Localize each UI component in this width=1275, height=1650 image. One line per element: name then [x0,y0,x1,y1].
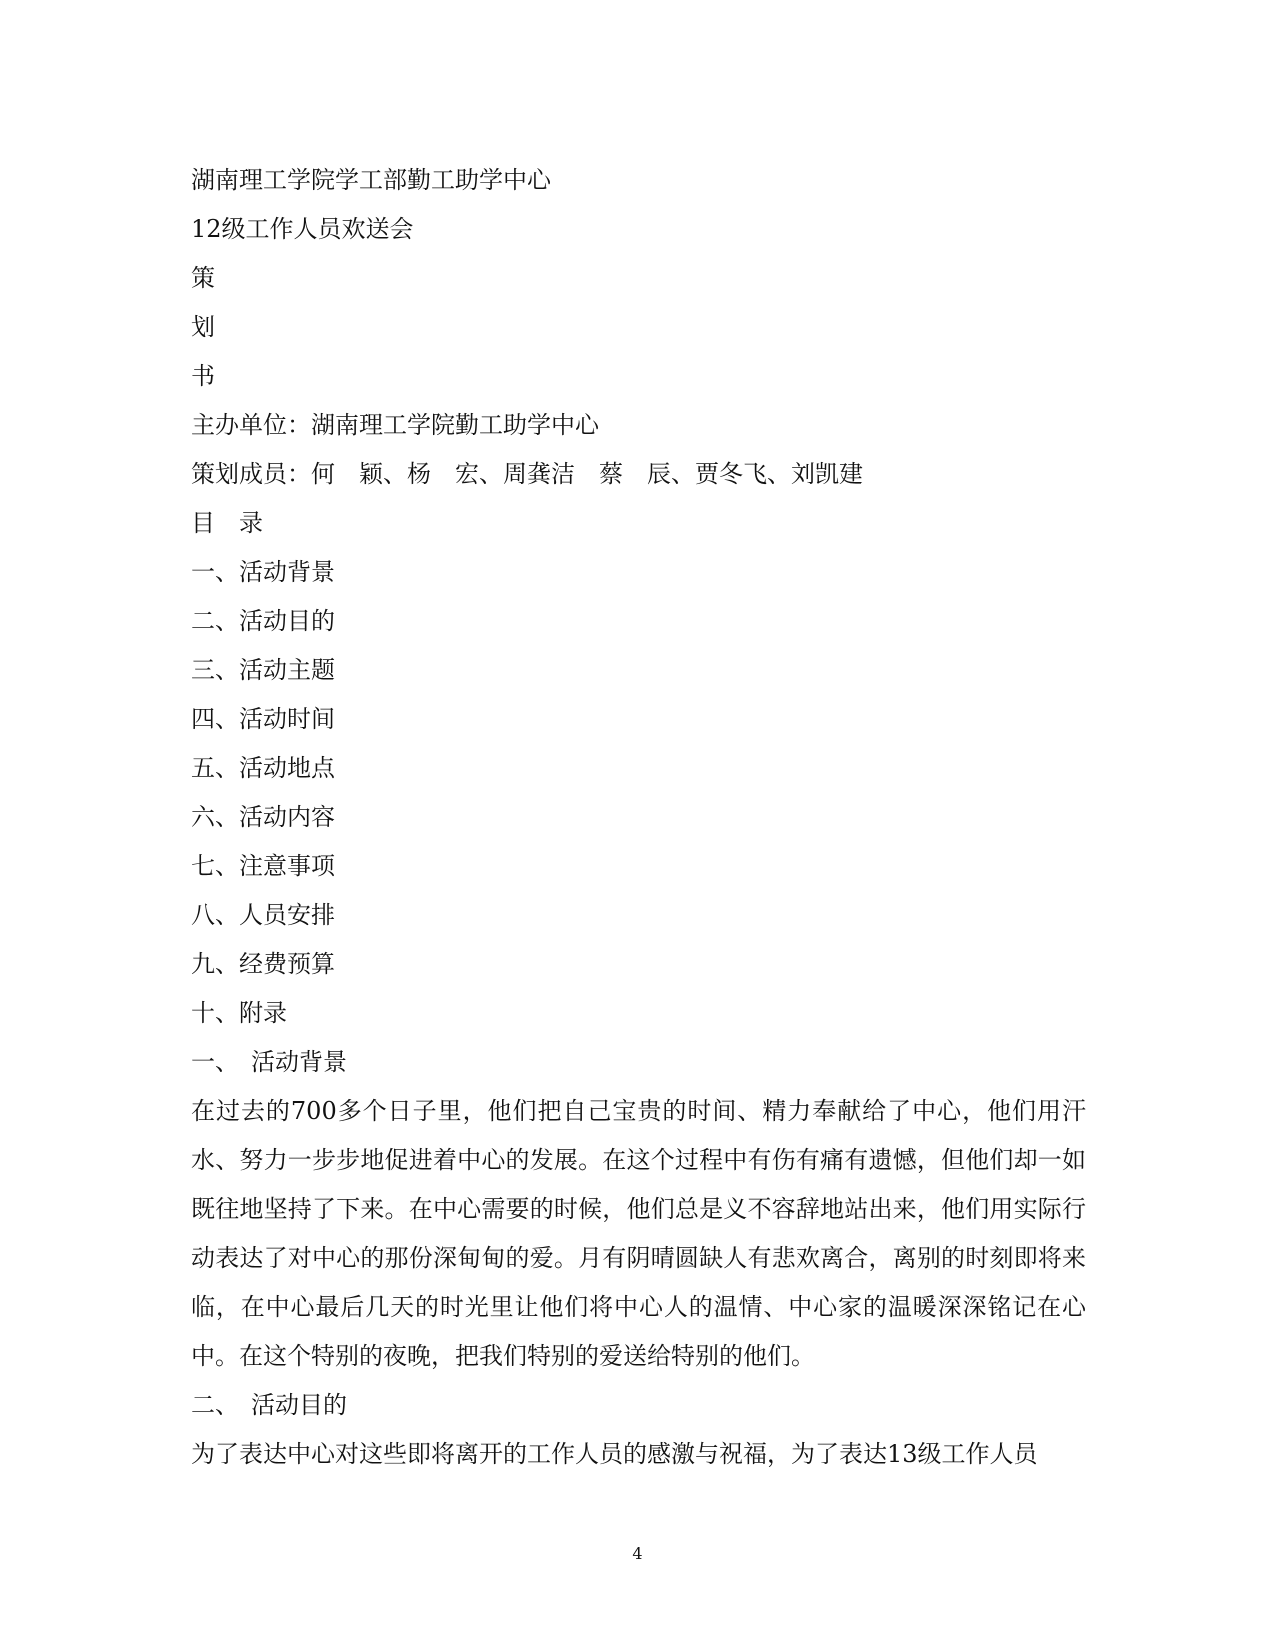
title-line-2: 12级工作人员欢送会 [191,215,414,243]
section-heading-purpose: 二、 活动目的 [191,1391,347,1419]
title-line-5: 书 [191,362,215,390]
toc-heading: 目 录 [191,509,263,537]
toc-item: 四、活动时间 [191,705,335,733]
document-body [191,156,1086,1479]
page-number: 4 [632,1544,643,1563]
title-line-4: 划 [191,313,215,341]
toc-item: 八、人员安排 [191,901,335,929]
title-line-3: 策 [191,264,215,292]
planners-line: 策划成员：何 颖、杨 宏、周龚洁 蔡 辰、贾冬飞、刘凯建 [191,460,863,488]
toc-item: 一、活动背景 [191,558,335,586]
toc-item: 九、经费预算 [191,950,335,978]
toc-item: 十、附录 [191,999,287,1027]
toc-item: 三、活动主题 [191,656,335,684]
toc-item: 二、活动目的 [191,607,335,635]
section-body-purpose: 为了表达中心对这些即将离开的工作人员的感激与祝福，为了表达13级工作人员 [191,1440,1038,1468]
organizer-line: 主办单位：湖南理工学院勤工助学中心 [191,411,599,439]
toc-item: 六、活动内容 [191,803,335,831]
section-body-background: 在过去的700多个日子里，他们把自己宝贵的时间、精力奉献给了中心，他们用汗水、努力一步步地促进着中心的发展。在这个过程中有伤有痛有遗憾，但他们却一如既往地坚持了下来。在中心需要的时候，他们总是义不容辞地站出来，他们用实际行动表达了对中心的那份深甸甸的爱。月有阴晴圆缺人有悲欢离合，离别的时刻即将来临，在中心最后几天的时光里让他们将中心人的温情、中心家的温暖深深铭记在心中。在这个特别的夜晚，把我们特别的爱送给特别的他们。 [191,1097,1086,1370]
toc-item: 五、活动地点 [191,754,335,782]
toc-item: 七、注意事项 [191,852,335,880]
section-heading-background: 一、 活动背景 [191,1048,347,1076]
title-line-1: 湖南理工学院学工部勤工助学中心 [191,166,551,194]
